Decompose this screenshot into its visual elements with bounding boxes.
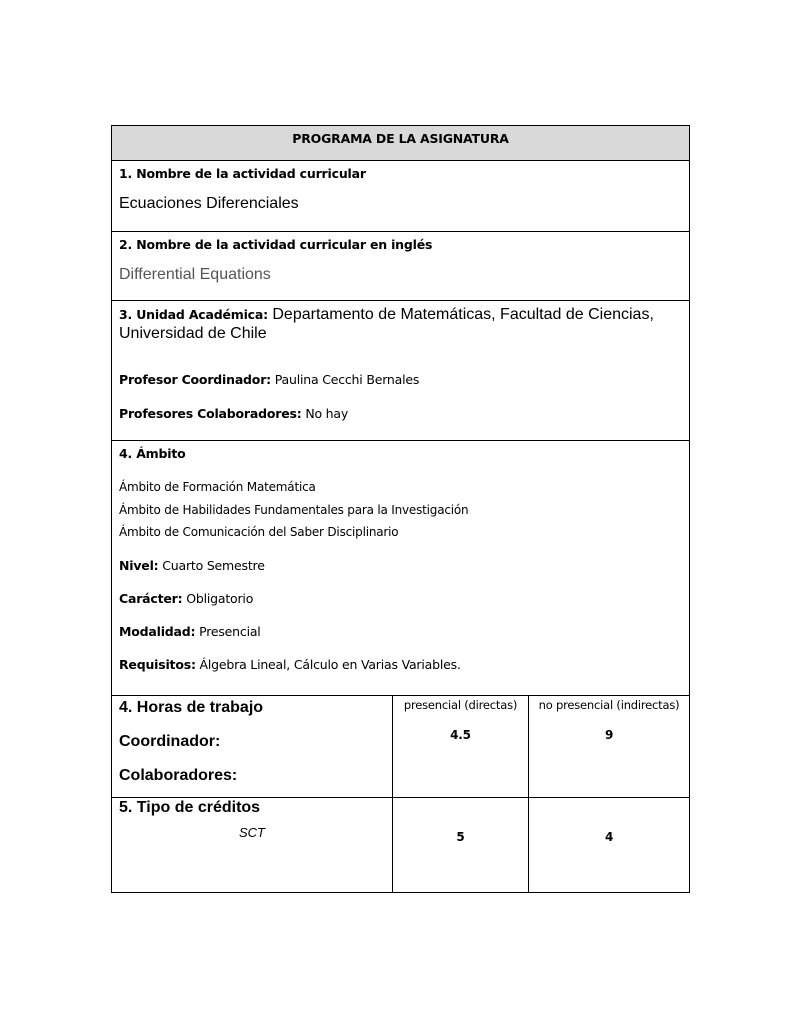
presencial-header: presencial (directas) [403, 698, 518, 712]
academic-unit-value-2: Universidad de Chile [119, 325, 267, 342]
nivel-value: Cuarto Semestre [162, 557, 265, 573]
no-presencial-header: no presencial (indirectas) [538, 698, 680, 712]
section-ambito [112, 441, 690, 696]
caracter-value: Obligatorio [186, 590, 254, 606]
ambito-label: 4. Ámbito [119, 446, 186, 461]
program-title: PROGRAMA DE LA ASIGNATURA [292, 131, 509, 146]
section-activity-name [112, 161, 690, 232]
section-activity-name-english [112, 232, 690, 301]
modalidad-line [112, 606, 689, 639]
nivel-line [112, 544, 689, 573]
coordinator-no-presencial-hours: 9 [604, 728, 614, 742]
section-academic-unit [112, 301, 690, 441]
coordinator-presencial-hours: 4.5 [450, 728, 471, 742]
coordinator-hours-label: Coordinador: [119, 733, 221, 750]
header-cell [112, 126, 690, 161]
caracter-line [112, 573, 689, 606]
ambito-item: Ámbito de Habilidades Fundamentales para la Investigación [119, 502, 469, 517]
credit-type-label: 5. Tipo de créditos [119, 799, 261, 816]
coordinator-value: Paulina Cecchi Bernales [274, 372, 420, 387]
work-hours-label: 4. Horas de trabajo [119, 699, 264, 716]
modalidad-label: Modalidad: [119, 623, 196, 639]
coordinator-line [112, 343, 689, 387]
activity-name-english-value: Differential Equations [119, 266, 271, 283]
collaborators-label: Profesores Colaboradores: [119, 406, 302, 421]
coordinator-label: Profesor Coordinador: [119, 372, 271, 387]
credit-no-presencial: 4 [604, 830, 614, 844]
academic-unit-label: 3. Unidad Académica: [119, 307, 268, 322]
academic-unit-value-1: Departamento de Matemáticas, Facultad de Ciencias, [272, 306, 654, 323]
activity-name-english-label: 2. Nombre de la actividad curricular en inglés [119, 237, 433, 252]
header-row [112, 126, 690, 161]
caracter-label: Carácter: [119, 590, 183, 606]
requisitos-label: Requisitos: [119, 656, 196, 672]
section-work-hours [112, 696, 690, 798]
requisitos-line [112, 639, 689, 672]
activity-name-label: 1. Nombre de la actividad curricular [119, 166, 366, 181]
syllabus-table [111, 125, 690, 893]
credit-type-value: SCT [239, 825, 265, 840]
nivel-label: Nivel: [119, 557, 159, 573]
modalidad-value: Presencial [199, 623, 261, 639]
academic-unit-block [112, 301, 689, 343]
collaborators-value: No hay [305, 406, 349, 421]
collaborators-line [112, 387, 689, 421]
credit-presencial: 5 [456, 830, 465, 844]
ambito-item: Ámbito de Comunicación del Saber Disciplinario [119, 525, 399, 539]
section-credit-type [112, 798, 690, 893]
activity-name-value: Ecuaciones Diferenciales [119, 195, 299, 212]
ambito-item: Ámbito de Formación Matemática [119, 480, 316, 494]
syllabus-document [111, 125, 689, 893]
ambito-list [112, 461, 689, 544]
collaborators-hours-label: Colaboradores: [119, 767, 238, 784]
requisitos-value: Álgebra Lineal, Cálculo en Varias Variables. [199, 656, 461, 672]
